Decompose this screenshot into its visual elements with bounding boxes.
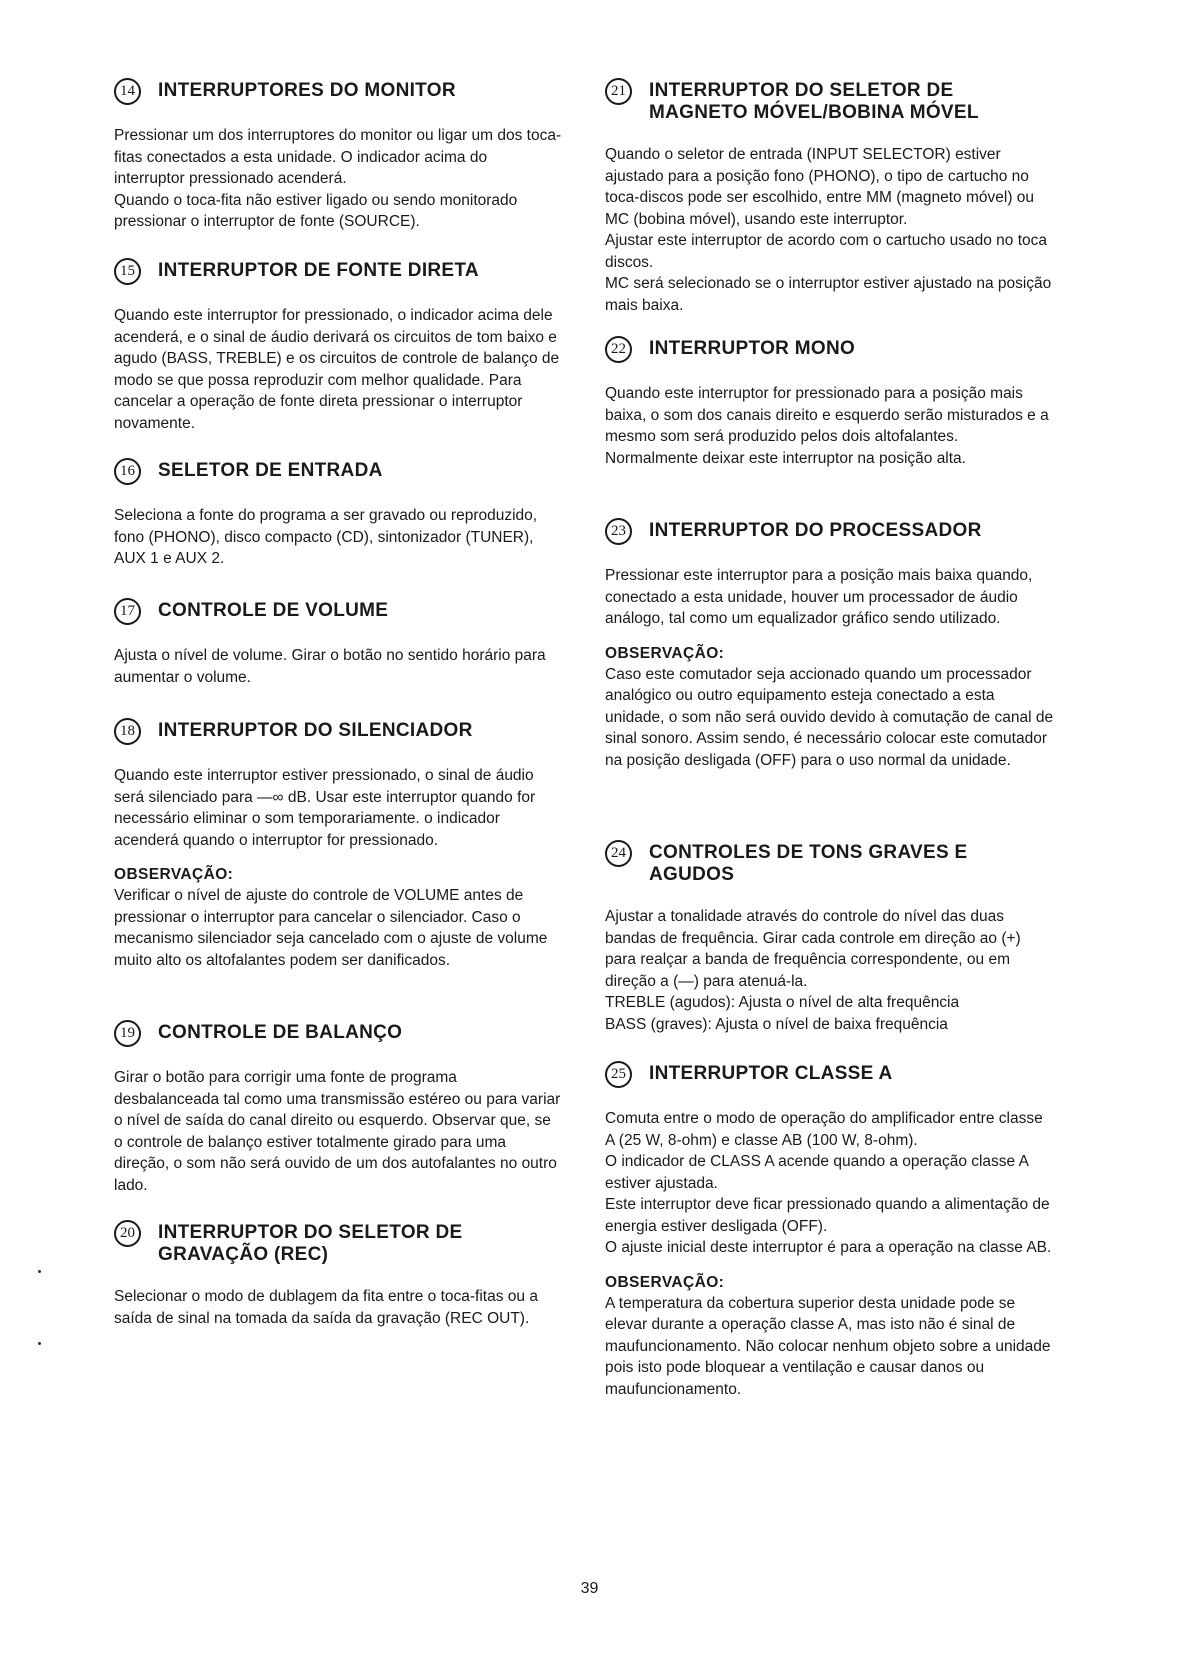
section-title: CONTROLE DE BALANÇO [158,1022,403,1043]
paragraph: Pressionar um dos interruptores do monitor ou ligar um dos toca-fitas conectados a esta unidade. O indicador acima do interruptor pressionado acenderá. [114,127,562,187]
section-16 [114,460,562,570]
section-17 [114,600,562,688]
paragraph: Ajustar a tonalidade através do controle do nível das duas bandas de frequência. Girar cada controle em direção ao (+) para realçar a banda de frequência correspondente, ou em direção a (—) para atenuá-la. [605,908,1021,990]
section-title: INTERRUPTOR DE FONTE DIRETA [158,260,479,281]
paragraph: Seleciona a fonte do programa a ser gravado ou reproduzido, fono (PHONO), disco compacto (CD), sintonizador (TUNER), AUX 1 e AUX 2. [114,507,538,567]
paragraph: A temperatura da cobertura superior desta unidade pode se elevar durante a operação classe A, mas isto não é sinal de maufuncionamento. Não colocar nenhum objeto sobre a unidade pois isto pode bloquear a ventilação e causar danos ou maufuncionamento. [605,1294,1051,1398]
section-number-badge: 25 [605,1061,632,1088]
section-title: CONTROLES DE TONS GRAVES E AGUDOS [649,842,968,885]
section-number-badge: 19 [114,1020,141,1047]
section-number-badge: 15 [114,258,141,285]
section-title: INTERRUPTOR DO PROCESSADOR [649,520,982,541]
section-title: INTERRUPTOR MONO [649,338,856,359]
section-23 [605,520,1055,771]
section-number-badge: 22 [605,336,632,363]
section-body [605,144,1055,316]
section-title: SELETOR DE ENTRADA [158,460,383,481]
section-22 [605,338,1055,469]
observation-body [605,664,1055,772]
paragraph: Quando o toca-fita não estiver ligado ou sendo monitorado pressionar o interruptor de fonte (SOURCE). [114,191,518,230]
section-number-badge: 21 [605,78,632,105]
section-number-badge: 17 [114,598,141,625]
paragraph: Este interruptor deve ficar pressionado quando a alimentação de energia estiver desligada (OFF). [605,1196,1050,1235]
section-body [605,1108,1055,1259]
section-body [114,765,562,851]
observation-label: OBSERVAÇÃO: [114,866,234,883]
section-25 [605,1063,1055,1400]
section-body [114,1286,562,1329]
paragraph: Girar o botão para corrigir uma fonte de programa desbalanceada tal como uma transmissão estéreo ou para variar o nível de saída do canal direito ou esquerdo. Observar que, se o controle de balanço estiver totalmente girado para uma direção, o som não será ouvido de um dos autofalantes no outro lado. [114,1069,561,1194]
paragraph: Pressionar este interruptor para a posição mais baixa quando, conectado a esta unidade, houver um processador de áudio análogo, tal como um equalizador gráfico sendo utilizado. [605,567,1033,627]
section-20 [114,1222,562,1329]
section-title: INTERRUPTOR DO SELETOR DE MAGNETO MÓVEL/BOBINA MÓVEL [649,80,979,123]
observation-body [605,1293,1055,1401]
section-number-badge: 24 [605,840,632,867]
section-18 [114,720,562,971]
section-body [114,1067,562,1196]
paragraph: O indicador de CLASS A acende quando a operação classe A estiver ajustada. [605,1153,1029,1192]
section-19 [114,1022,562,1196]
section-body [114,125,562,233]
paragraph: Ajustar este interruptor de acordo com o cartucho usado no toca discos. [605,232,1047,271]
section-title: INTERRUPTOR DO SILENCIADOR [158,720,473,741]
section-title: CONTROLE DE VOLUME [158,600,389,621]
section-24 [605,842,1055,1035]
observation-label: OBSERVAÇÃO: [605,644,725,662]
paragraph: Quando o seletor de entrada (INPUT SELECTOR) estiver ajustado para a posição fono (PHONO), o tipo de cartucho no toca-discos pode ser escolhido, entre MM (magneto móvel) ou MC (bobina móvel), usando este interruptor. [605,146,1035,228]
section-title: INTERRUPTOR CLASSE A [649,1063,893,1084]
page-number: 39 [580,1580,599,1597]
observation-body [114,885,562,971]
observation-label: OBSERVAÇÃO: [605,1273,725,1291]
section-number-badge: 14 [114,78,141,105]
paragraph: Ajusta o nível de volume. Girar o botão no sentido horário para aumentar o volume. [114,647,546,686]
paragraph: Comuta entre o modo de operação do amplificador entre classe A (25 W, 8-ohm) e classe AB (100 W, 8-ohm). [605,1110,1043,1149]
paragraph: Selecionar o modo de dublagem da fita entre o toca-fitas ou a saída de sinal na tomada da saída da gravação (REC OUT). [114,1288,538,1327]
paragraph: Caso este comutador seja accionado quando um processador analógico ou outro equipamento esteja conectado a esta unidade, o som não será ouvido devido à comutação de canal de sinal sonoro. Assim sendo, é necessário colocar este comutador na posição desligada (OFF) para o uso normal da unidade. [605,665,1054,769]
section-number-badge: 20 [114,1220,141,1247]
section-number-badge: 16 [114,458,141,485]
section-body [114,505,562,570]
paragraph: Quando este interruptor estiver pressionado, o sinal de áudio será silenciado para —∞ dB. Usar este interruptor quando for necessário eliminar o som temporariamente. o indicador acenderá quando o interruptor for pressionado. [114,767,536,849]
section-body [605,383,1055,469]
section-number-badge: 18 [114,718,141,745]
paragraph: Verificar o nível de ajuste do controle de VOLUME antes de pressionar o interruptor para cancelar o silenciador. Caso o mecanismo silenciador seja cancelado com o ajuste de volume muito alto os altofalantes podem ser danificados. [114,887,548,969]
section-number-badge: 23 [605,518,632,545]
paragraph: TREBLE (agudos): Ajusta o nível de alta frequência [605,994,960,1011]
section-14 [114,80,562,233]
section-body [605,565,1055,630]
paragraph: Quando este interruptor for pressionado, o indicador acima dele acenderá, e o sinal de áudio derivará os circuitos de tom baixo e agudo (BASS, TREBLE) e os circuitos de controle de balanço de modo se que possa reproduzir com melhor qualidade. Para cancelar a operação de fonte direta pressionar o interruptor novamente. [114,307,560,432]
section-title: INTERRUPTOR DO SELETOR DE GRAVAÇÃO (REC) [158,1222,463,1265]
scan-speck [38,1270,41,1273]
section-body [114,305,562,434]
paragraph: O ajuste inicial deste interruptor é para a operação na classe AB. [605,1239,1052,1256]
section-21 [605,80,1055,316]
paragraph: MC será selecionado se o interruptor estiver ajustado na posição mais baixa. [605,275,1052,314]
section-title: INTERRUPTORES DO MONITOR [158,80,456,101]
section-15 [114,260,562,434]
paragraph: Quando este interruptor for pressionado para a posição mais baixa, o som dos canais direito e esquerdo serão misturados e a mesmo som será produzido pelos dois altofalantes. Normalmente deixar este interruptor na posição alta. [605,385,1049,467]
section-body [114,645,562,688]
paragraph: BASS (graves): Ajusta o nível de baixa frequência [605,1015,948,1033]
section-body [605,906,1055,1035]
scan-speck [38,1342,41,1345]
